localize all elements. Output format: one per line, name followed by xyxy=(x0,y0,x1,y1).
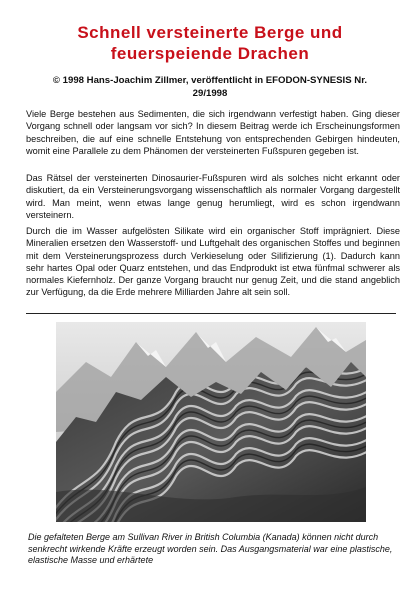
paragraph-intro: Viele Berge bestehen aus Sedimenten, die sich irgendwann verfestigt haben. Ging dieser Vorgang schnell oder langsam vor sich? In diesem Beitrag werde ich Erscheinungsformen beschreiben, die auf eine schnelle Entstehung von entsprechenden Gebirgen hindeuten, womit eine Parallele zu dem Phänomen der versteinerten Fußspuren gegeben ist. xyxy=(26,109,400,156)
title-line-1: Schnell versteinerte Berge und xyxy=(77,23,343,42)
folded-mountains-photo xyxy=(56,322,366,522)
paragraph-silification: Durch die im Wasser aufgelösten Silikate wird ein organischer Stoff imprägniert. Diese Mineralien ersetzen den Wasserstoff- und Luftgehalt des organischen Stoffes und beginnen mit dem Versteinerungsprozess durch Verkieselung oder Silifizierung (1). Dadurch kann sehr hartes Opal oder Quarz entstehen, und das Endprodukt ist etwa fünfmal schwerer als normales Kiefernholz. Der ganze Vorgang braucht nur genug Zeit, und die stand angeblich zur Verfügung, da die Erde mehrere Milliarden Jahre alt sein soll. xyxy=(26,226,400,298)
title-line-2: feuerspeiende Drachen xyxy=(110,44,310,63)
mountain-illustration xyxy=(56,322,366,522)
byline-line-2: 29/1998 xyxy=(192,88,228,99)
author-byline xyxy=(30,74,390,100)
byline-line-1: © 1998 Hans-Joachim Zillmer, veröffentlicht in EFODON-SYNESIS Nr. xyxy=(52,75,368,86)
paragraph-dinosaur-footprints: Das Rätsel der versteinerten Dinosaurier-Fußspuren wird als solches nicht erkannt oder diskutiert, da ein Versteinerungsvorgang wissenschaftlich als normaler Vorgang dargestellt wird. Man meint, wenn etwas lange genug herumliegt, wird es schon irgendwann versteinern. xyxy=(26,173,400,220)
section-divider xyxy=(26,313,396,314)
photo-caption: Die gefalteten Berge am Sullivan River in British Columbia (Kanada) können nicht durch senkrecht wirkende Kräfte erzeugt worden sein. Das Ausgangsmaterial war eine plastische, elastische Masse und erhärtete xyxy=(28,532,393,566)
article-title xyxy=(0,22,420,64)
